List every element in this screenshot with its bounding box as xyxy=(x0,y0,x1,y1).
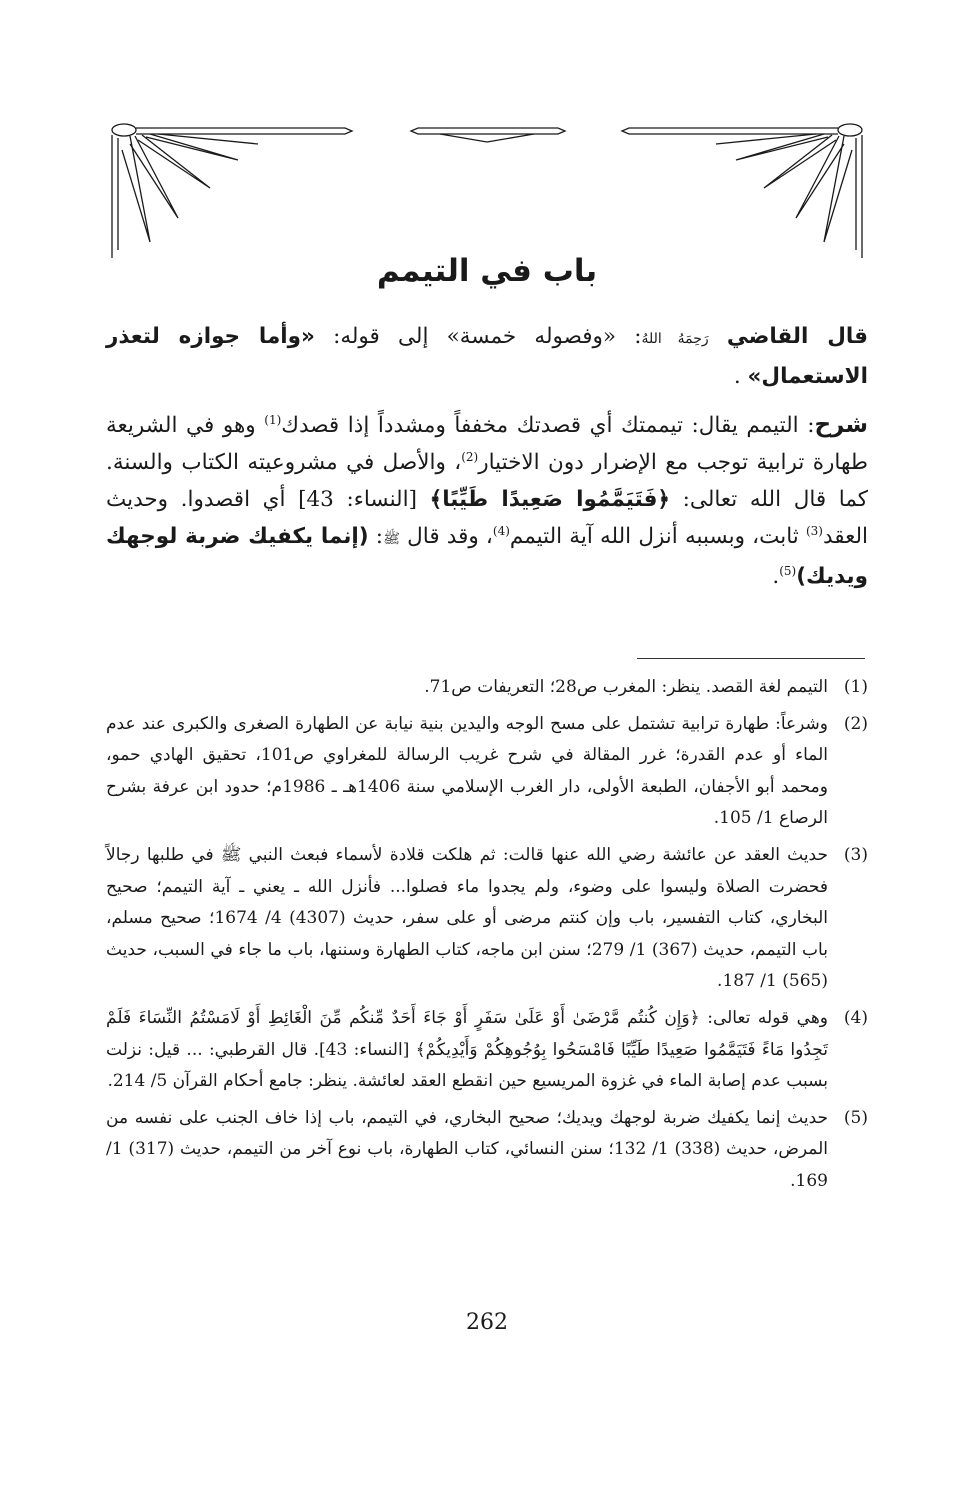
footnote-ref: (1) xyxy=(264,412,282,427)
footnote-divider xyxy=(637,658,865,659)
footnote-ref: (5) xyxy=(779,563,797,578)
commentary-text: ، وقد قال xyxy=(399,524,493,549)
ornament-right-ray xyxy=(824,136,852,242)
header-ornament xyxy=(0,0,974,270)
footnote xyxy=(106,1003,868,1098)
commentary-text: : xyxy=(368,524,384,549)
commentary-paragraph xyxy=(106,407,868,595)
footnote-text: حديث العقد عن عائشة رضي الله عنها قالت: ثم هلكت قلادة لأسماء فبعث النبي ﷺ في طلبها رجالاً فحضرت الصلاة وليسوا على وضوء، ولم يجدوا ماء فصلوا... فأنزل الله ـ يعني ـ آية التيمم؛ صحيح البخاري، كتاب التفسير، باب وإن كنتم مرضى أو على سفر، حديث (4307) 4/ 1674؛ صحيح مسلم، باب التيمم، حديث (367) 1/ 279؛ سنن ابن ماجه، كتاب الطهارة وسننها، باب ما جاء في السبب، حديث (565) 1/ 187. xyxy=(106,844,828,992)
chapter-title: باب في التيمم xyxy=(376,252,598,289)
quran-verse: ﴿فَتَيَمَّمُوا صَعِيدًا طَيِّبًا﴾ xyxy=(429,487,671,512)
ornament-left-bulb xyxy=(112,124,136,136)
prophet-honorific: ﷺ xyxy=(383,531,400,547)
quote-mid: : «وفصوله خمسة» إلى قوله: xyxy=(314,324,642,349)
commentary-text: ، والأصل في مشروعيته الكتاب والسنة. كما قال الله تعالى: xyxy=(106,450,868,512)
footnote-text: حديث إنما يكفيك ضربة لوجهك ويديك؛ صحيح البخاري، في التيمم، باب إذا خاف الجنب على نفسه من المرض، حديث (338) 1/ 132؛ سنن النسائي، كتاب الطهارة، باب نوع آخر من التيمم، حديث (317) 1/ 169. xyxy=(106,1107,828,1191)
footnote-text: التيمم لغة القصد. ينظر: المغرب ص28؛ التعريفات ص71. xyxy=(424,677,828,697)
quote-statement: «وأما جوازه لتعذر الاستعمال» xyxy=(106,324,868,389)
quote-end: . xyxy=(733,364,741,389)
quote-speaker: قال القاضي xyxy=(726,324,868,349)
page-number: 262 xyxy=(466,1310,508,1335)
commentary-text: [النساء: 43] أي اقصدوا. وحديث العقد xyxy=(106,487,869,549)
commentary-text: . xyxy=(772,564,780,589)
footnote xyxy=(106,672,868,704)
footnotes xyxy=(106,672,868,1203)
footnote-number: (1) xyxy=(843,677,868,697)
footnote-text: وهي قوله تعالى: ﴿وَإِن كُنتُم مَّرْضَىٰ أَوْ عَلَىٰ سَفَرٍ أَوْ جَاءَ أَحَدٌ مِّنكُم مِّنَ الْغَائِطِ أَوْ لَامَسْتُمُ النِّسَاءَ فَلَمْ تَجِدُوا مَاءً فَتَيَمَّمُوا صَعِيدًا طَيِّبًا فَامْسَحُوا بِوُجُوهِكُمْ وَأَيْدِيكُمْ﴾ [النساء: 43]. قال القرطبي: ... قيل: نزلت بسبب عدم إصابة الماء في غزوة المريسيع حين انقطع العقد لعائشة. ينظر: جامع أحكام القرآن 5/ 214. xyxy=(106,1007,828,1092)
main-text xyxy=(106,318,868,595)
quote-paragraph xyxy=(106,318,868,395)
footnote-text: وشرعاً: طهارة ترابية تشتمل على مسح الوجه واليدين بنية نيابة عن الطهارة الصغرى والكبرى عند عدم الماء أو عدم القدرة؛ غرر المقالة في شرح غريب الرسالة للمغراوي ص101، تحقيق الهادي حمو، ومحمد أبو الأجفان، الطبعة الأولى، دار الغرب الإسلامي سنة 1406هـ ـ 1986م؛ حدود ابن عرفة بشرح الرصاع 1/ 105. xyxy=(106,713,828,829)
commentary-text: وهو في الشريعة طهارة ترابية توجب مع الإضرار دون الاختيار xyxy=(106,413,868,475)
footnote xyxy=(106,840,868,998)
ornament-center-rule xyxy=(411,128,565,134)
ornament-left-ray xyxy=(122,136,150,242)
footnote-ref: (2) xyxy=(461,449,479,464)
footnote-number: (4) xyxy=(843,1007,868,1028)
footnote-ref: (3) xyxy=(805,523,823,538)
ornament-left-top-rule xyxy=(136,128,352,134)
ornament-right-ray xyxy=(716,134,816,144)
footnote xyxy=(106,1103,868,1198)
ornament-right-top-rule xyxy=(622,128,838,134)
ornament-right-bulb xyxy=(838,124,862,136)
footnote-ref: (4) xyxy=(492,523,510,538)
hadith-text: (إنما يكفيك ضربة لوجهك ويديك) xyxy=(106,524,868,589)
commentary-text: ثابت، وبسببه أنزل الله آية التيمم xyxy=(509,524,806,549)
ornament-left-ray xyxy=(158,134,258,144)
footnote-number: (5) xyxy=(843,1107,868,1128)
footnote xyxy=(106,709,868,835)
footnote-number: (2) xyxy=(843,713,868,734)
footnote-number: (3) xyxy=(843,844,868,865)
commentary-text: : التيمم يقال: تيممتك أي قصدتك مخففاً ومشدداً إذا قصدك xyxy=(281,413,815,438)
quote-honorific: رَحِمَهُ اللهُ xyxy=(641,331,709,347)
commentary-label: شرح xyxy=(814,412,868,438)
